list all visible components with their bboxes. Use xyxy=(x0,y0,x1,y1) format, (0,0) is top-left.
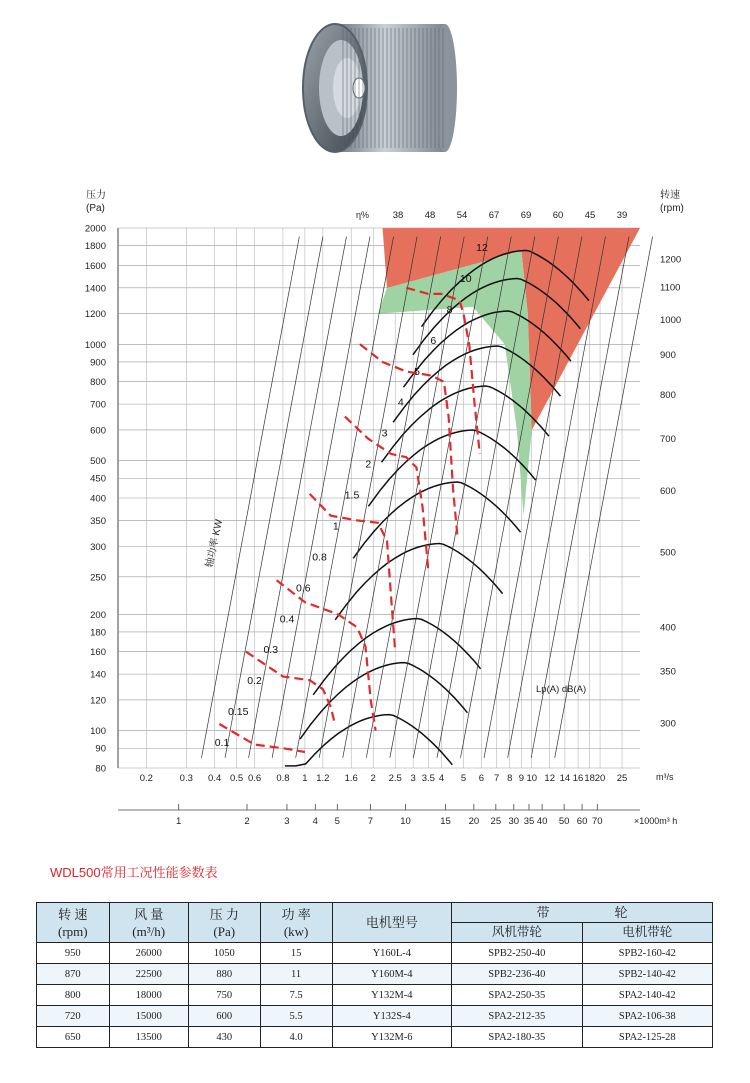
power-line xyxy=(390,237,488,758)
table-row xyxy=(37,1027,713,1048)
x-tick-label: 3 xyxy=(410,773,416,784)
x-tick-label: 12 xyxy=(544,773,556,784)
x-tick-label: 9 xyxy=(518,773,525,784)
y-tick-label: 140 xyxy=(90,669,106,681)
cell-fan-pulley: SPA2-212-35 xyxy=(452,1006,582,1027)
cell-motor-pulley: SPA2-106-38 xyxy=(582,1006,712,1027)
cell-pressure: 1050 xyxy=(188,943,260,964)
x-tick-label: 0.2 xyxy=(139,773,153,784)
y-tick-label: 350 xyxy=(90,515,106,527)
header-pulley: 带 轮 xyxy=(452,903,713,923)
efficiency-value: 48 xyxy=(424,210,436,221)
x-tick-label: 0.8 xyxy=(276,773,290,784)
cell-power: 7.5 xyxy=(260,985,332,1006)
bottom-tick-label: 30 xyxy=(508,816,520,827)
x-tick-label: 0.5 xyxy=(230,773,244,784)
power-value-label: 0.8 xyxy=(312,551,327,564)
y-tick-label: 80 xyxy=(95,763,106,775)
y-tick-label: 2000 xyxy=(84,223,106,235)
power-value-label: 5 xyxy=(414,365,420,378)
header-speed: 转 速 (rpm) xyxy=(37,903,110,943)
cell-motor-pulley: SPB2-140-42 xyxy=(582,964,712,985)
cell-flow: 18000 xyxy=(109,985,188,1006)
fan-performance-chart xyxy=(0,180,750,845)
x-tick-label: 10 xyxy=(526,773,538,784)
bottom-tick-label: 20 xyxy=(468,816,480,827)
y-tick-label: 1000 xyxy=(84,339,106,351)
x-tick-label: 0.3 xyxy=(179,773,193,784)
header-pressure: 压 力 (Pa) xyxy=(188,903,260,943)
cell-flow: 13500 xyxy=(109,1027,188,1048)
cell-power: 15 xyxy=(260,943,332,964)
bottom-tick-label: 5 xyxy=(334,816,340,827)
x-tick-label: 14 xyxy=(559,773,571,784)
x-tick-label: 1 xyxy=(302,773,308,784)
bottom-tick-label: 15 xyxy=(440,816,451,827)
bottom-tick-label: 60 xyxy=(576,816,588,827)
red-curve-300rpm xyxy=(219,724,305,752)
efficiency-value: 60 xyxy=(552,210,564,221)
bottom-tick-label: 2 xyxy=(244,816,250,827)
y-tick-label: 800 xyxy=(90,377,106,389)
cell-power: 11 xyxy=(260,964,332,985)
cell-motor-pulley: SPB2-160-42 xyxy=(582,943,712,964)
y-tick-label: 100 xyxy=(90,726,106,738)
cell-power: 4.0 xyxy=(260,1027,332,1048)
bottom-tick-label: 7 xyxy=(367,816,374,827)
power-value-label: 4 xyxy=(397,396,404,409)
power-value-label: 0.2 xyxy=(247,675,262,688)
efficiency-value: 67 xyxy=(488,210,500,221)
table-body xyxy=(37,943,713,1048)
y-tick-label: 450 xyxy=(90,473,106,485)
y-tick-label: 400 xyxy=(90,493,106,505)
y-tick-label: 900 xyxy=(90,357,106,369)
cell-flow: 22500 xyxy=(109,964,188,985)
power-value-label: 0.6 xyxy=(295,582,311,595)
efficiency-region xyxy=(378,250,532,515)
bottom-tick-label: 35 xyxy=(523,816,535,827)
table-row xyxy=(37,1006,713,1027)
cell-pressure: 430 xyxy=(188,1027,260,1048)
x-tick-label: 7 xyxy=(493,773,500,784)
cell-fan-pulley: SPB2-250-40 xyxy=(452,943,582,964)
header-flow: 风 量 (m³/h) xyxy=(109,903,188,943)
right-axis-title: 转速 xyxy=(660,190,680,201)
x-tick-label: 16 xyxy=(572,773,584,784)
rpm-tick-label: 400 xyxy=(660,622,676,634)
x-tick-label: 18 xyxy=(584,773,595,784)
rpm-tick-label: 1200 xyxy=(660,254,682,266)
x-tick-label: 3.5 xyxy=(421,773,435,784)
header-power: 功 率 (kw) xyxy=(260,903,332,943)
table-title: WDL500常用工况性能参数表 xyxy=(50,865,218,880)
y-tick-label: 180 xyxy=(90,627,106,639)
x-tick-label: 6 xyxy=(478,773,485,784)
rpm-tick-label: 300 xyxy=(660,718,676,730)
header-motor-pulley: 电机带轮 xyxy=(582,923,712,943)
power-axis-label: 轴功率 KW xyxy=(204,518,226,569)
bottom-tick-label: 1 xyxy=(176,816,182,827)
y-tick-label: 700 xyxy=(90,399,106,411)
cell-pressure: 880 xyxy=(188,964,260,985)
x-tick-label: 2 xyxy=(370,773,376,784)
power-value-label: 0.3 xyxy=(263,644,279,657)
efficiency-value: 54 xyxy=(456,210,468,221)
x-tick-label: 0.4 xyxy=(208,773,222,784)
rpm-tick-label: 700 xyxy=(660,433,676,445)
x-tick-label: 0.6 xyxy=(247,773,262,784)
y-tick-label: 120 xyxy=(90,695,106,707)
bottom-tick-label: 70 xyxy=(591,816,603,827)
cell-flow: 15000 xyxy=(109,1006,188,1027)
header-fan-pulley: 风机带轮 xyxy=(452,923,582,943)
power-value-label: 8 xyxy=(446,303,453,316)
rpm-tick-label: 500 xyxy=(660,547,676,559)
efficiency-value: 45 xyxy=(584,210,596,221)
table-row xyxy=(37,985,713,1006)
power-value-label: 12 xyxy=(476,242,488,254)
cell-flow: 26000 xyxy=(109,943,188,964)
cell-pressure: 600 xyxy=(188,1006,260,1027)
y-tick-label: 1200 xyxy=(84,309,106,321)
power-value-label: 0.1 xyxy=(214,737,230,749)
right-axis-unit: (rpm) xyxy=(660,203,684,214)
bottom-unit-label: ×1000m³ h xyxy=(634,816,678,826)
bottom-tick-label: 4 xyxy=(312,816,318,827)
cell-motor: Y160L-4 xyxy=(332,943,452,964)
cell-fan-pulley: SPA2-180-35 xyxy=(452,1027,582,1048)
pressure-curve-500rpm xyxy=(335,544,502,620)
power-line xyxy=(249,237,347,758)
cell-speed: 650 xyxy=(37,1027,110,1048)
red-curve-900rpm xyxy=(360,344,457,535)
cell-speed: 720 xyxy=(37,1006,110,1027)
cell-motor: Y160M-4 xyxy=(332,964,452,985)
bottom-tick-label: 25 xyxy=(490,816,502,827)
efficiency-label: η% xyxy=(356,210,370,220)
power-value-label: 10 xyxy=(459,272,472,285)
bottom-tick-label: 10 xyxy=(400,816,411,827)
table-row xyxy=(37,964,713,985)
cell-motor-pulley: SPA2-125-28 xyxy=(582,1027,712,1048)
cell-fan-pulley: SPA2-250-35 xyxy=(452,985,582,1006)
cell-speed: 870 xyxy=(37,964,110,985)
cell-fan-pulley: SPB2-236-40 xyxy=(452,964,582,985)
efficiency-value: 38 xyxy=(392,210,404,221)
efficiency-value: 69 xyxy=(520,210,532,221)
bottom-tick-label: 40 xyxy=(536,816,548,827)
y-axis-unit: (Pa) xyxy=(86,203,105,214)
performance-table xyxy=(36,902,713,1048)
bottom-tick-label: 3 xyxy=(284,816,290,827)
y-axis-title: 压力 xyxy=(86,190,106,201)
cell-power: 5.5 xyxy=(260,1006,332,1027)
power-value-label: 3 xyxy=(381,427,388,440)
pressure-curve-300rpm xyxy=(285,715,452,766)
y-tick-label: 250 xyxy=(90,572,106,584)
power-value-label: 1.5 xyxy=(344,489,360,502)
efficiency-value: 39 xyxy=(616,210,628,221)
rpm-tick-label: 900 xyxy=(660,349,676,361)
y-tick-label: 1800 xyxy=(84,241,106,253)
rpm-tick-label: 800 xyxy=(660,389,676,401)
x-tick-label: 5 xyxy=(460,773,467,784)
y-tick-label: 160 xyxy=(90,647,106,659)
y-tick-label: 90 xyxy=(95,743,106,755)
rpm-tick-label: 1000 xyxy=(660,314,682,326)
bottom-tick-label: 50 xyxy=(558,816,570,827)
y-tick-label: 1400 xyxy=(84,283,106,295)
cell-motor: Y132M-6 xyxy=(332,1027,452,1048)
power-line xyxy=(225,237,323,758)
x-tick-label: 4 xyxy=(438,773,445,784)
pressure-curve-700rpm xyxy=(368,427,535,506)
power-value-label: 6 xyxy=(430,334,437,347)
rpm-tick-label: 600 xyxy=(660,486,676,498)
y-tick-label: 300 xyxy=(90,541,106,553)
cell-motor-pulley: SPA2-140-42 xyxy=(582,985,712,1006)
x-unit-label: m³/s xyxy=(656,772,674,782)
power-value-label: 0.15 xyxy=(228,706,249,719)
cell-speed: 800 xyxy=(37,985,110,1006)
x-tick-label: 2.5 xyxy=(388,773,402,784)
x-tick-label: 1.2 xyxy=(316,773,330,784)
y-tick-label: 600 xyxy=(90,425,106,437)
y-tick-label: 1600 xyxy=(84,260,106,272)
rpm-tick-label: 350 xyxy=(660,666,676,678)
x-tick-label: 1.6 xyxy=(344,773,358,784)
power-value-label: 1 xyxy=(332,520,339,533)
rpm-tick-label: 1100 xyxy=(660,282,681,294)
power-value-label: 2 xyxy=(365,458,372,471)
y-tick-label: 200 xyxy=(90,609,106,621)
cell-speed: 950 xyxy=(37,943,110,964)
cell-motor: Y132M-4 xyxy=(332,985,452,1006)
cell-motor: Y132S-4 xyxy=(332,1006,452,1027)
fan-wheel-image xyxy=(295,12,460,164)
table-row xyxy=(37,943,713,964)
noise-label: Lp(A) dB(A) xyxy=(536,684,587,695)
x-tick-label: 25 xyxy=(616,773,628,784)
cell-pressure: 750 xyxy=(188,985,260,1006)
y-tick-label: 500 xyxy=(90,456,106,468)
x-tick-label: 8 xyxy=(507,773,513,784)
x-tick-label: 20 xyxy=(594,773,606,784)
power-value-label: 0.4 xyxy=(279,613,295,626)
header-motor: 电机型号 xyxy=(332,903,452,943)
